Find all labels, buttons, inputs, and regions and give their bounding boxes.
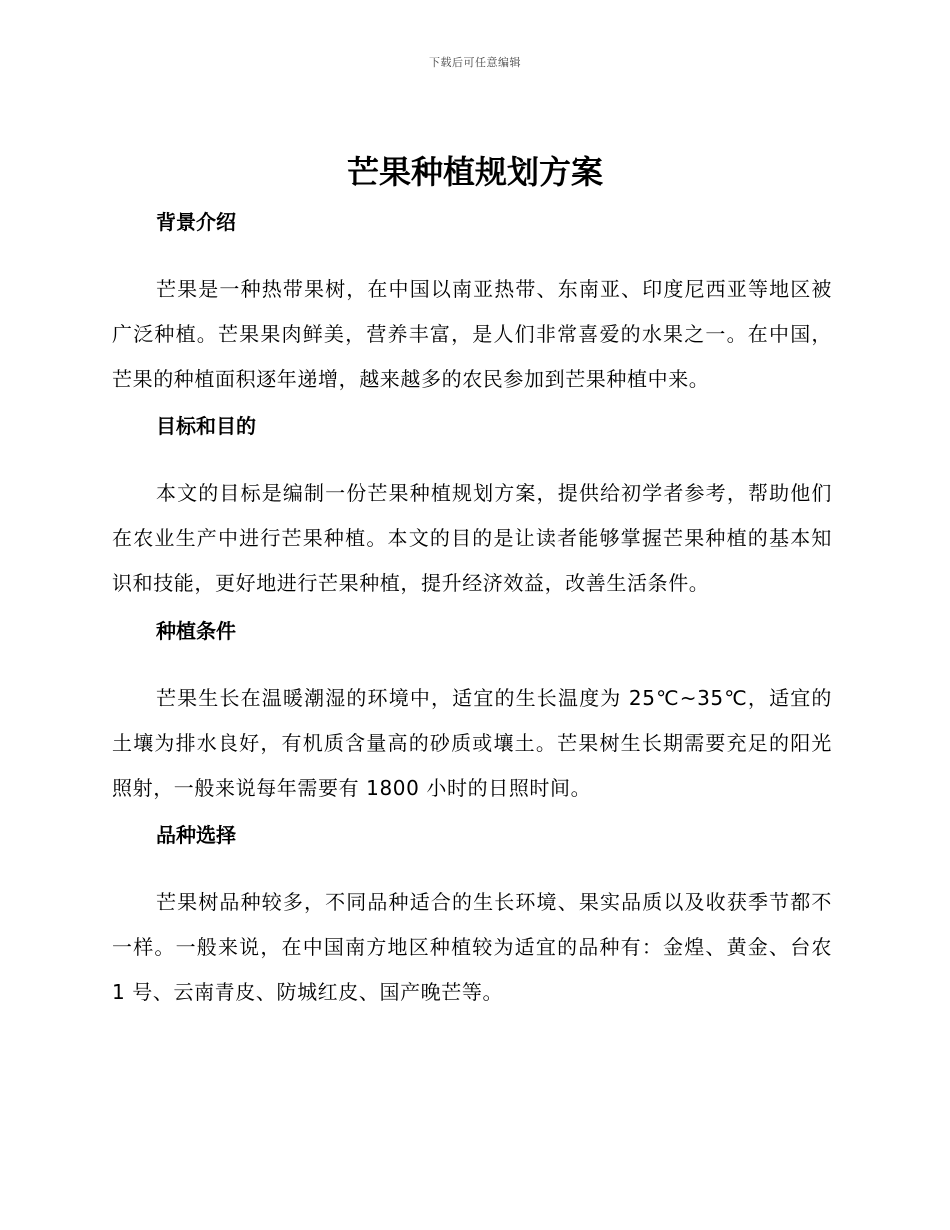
section-paragraph: 芒果是一种热带果树，在中国以南亚热带、东南亚、印度尼西亚等地区被广泛种植。芒果果肉鲜美，营养丰富，是人们非常喜爱的水果之一。在中国，芒果的种植面积逐年递增，越来越多的农民参加到芒果种植中来。 [112,277,832,391]
section-paragraph: 本文的目标是编制一份芒果种植规划方案，提供给初学者参考，帮助他们在农业生产中进行芒果种植。本文的目的是让读者能够掌握芒果种植的基本知识和技能，更好地进行芒果种植，提升经济效益，改善生活条件。 [112,481,832,595]
section-heading: 种植条件 [156,619,236,643]
section-heading: 背景介绍 [156,210,236,234]
section-paragraph: 芒果生长在温暖潮湿的环境中，适宜的生长温度为 25℃~35℃，适宜的土壤为排水良好，有机质含量高的砂质或壤土。芒果树生长期需要充足的阳光照射，一般来说每年需要有 1800 小时的日照时间。 [112,686,832,800]
section-heading: 目标和目的 [156,414,256,438]
section-planting-conditions [112,616,832,811]
section-goals [112,411,832,606]
section-variety-selection [112,820,832,1015]
document-title: 芒果种植规划方案 [346,153,603,191]
section-heading: 品种选择 [156,823,236,847]
page-header-note: 下载后可任意编辑 [429,56,521,69]
section-background [112,207,832,402]
section-paragraph: 芒果树品种较多，不同品种适合的生长环境、果实品质以及收获季节都不一样。一般来说，在中国南方地区种植较为适宜的品种有：金煌、黄金、台农 1 号、云南青皮、防城红皮、国产晚芒等。 [112,890,832,1004]
